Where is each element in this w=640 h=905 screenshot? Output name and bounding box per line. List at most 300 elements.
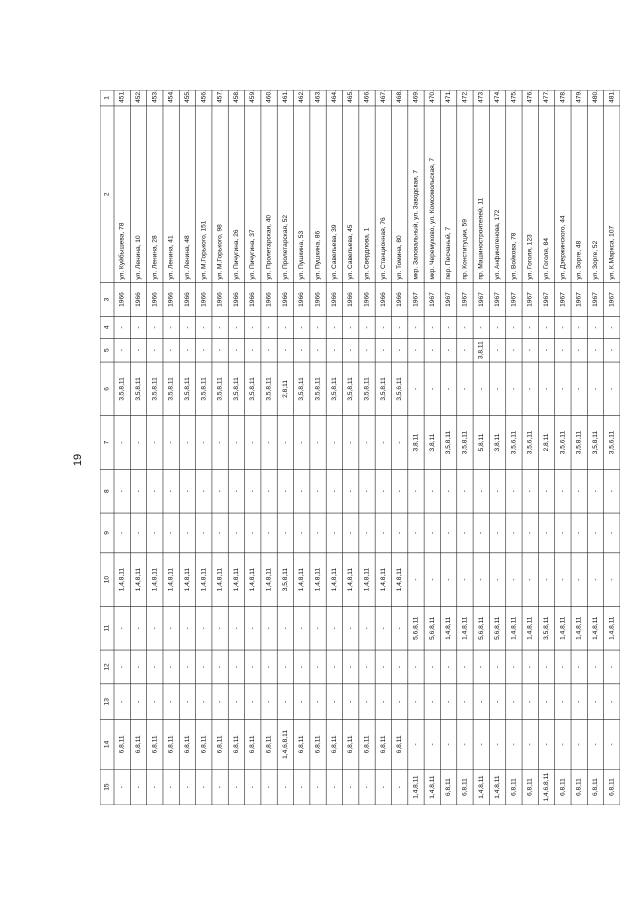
table-cell-8-text: - [559, 490, 567, 493]
table-cell-11 [576, 616, 583, 640]
table-cell-12 [396, 666, 403, 668]
table-cell-7 [217, 441, 224, 443]
table-cell-2-text: ул. Свердлова, 1 [363, 227, 371, 280]
table-cell-13 [298, 701, 305, 703]
table-cell-13-text: - [347, 700, 355, 703]
table-cell-14 [608, 743, 615, 745]
table-cell-8 [608, 490, 615, 492]
table-cell-6-text: 3,5,8,11 [232, 377, 240, 401]
table-cell-10 [608, 578, 615, 580]
table-cell-6-text: 3,5,8,11 [265, 377, 273, 401]
table-cell-11 [119, 627, 126, 629]
table-cell-4 [510, 326, 517, 328]
table-cell-10 [494, 578, 501, 580]
table-cell-12-text: - [298, 665, 306, 669]
table-cell-6 [168, 377, 175, 401]
table-cell-2-text: ул. Ленина, 10 [134, 235, 142, 280]
table-cell-3 [364, 292, 371, 307]
table-cell-9 [347, 532, 354, 534]
table-cell-12-text: - [526, 665, 534, 669]
table-cell-8 [217, 490, 224, 492]
data-table [100, 90, 620, 805]
table-cell-1-text: 459. [249, 90, 257, 103]
table-cell-9 [298, 532, 305, 534]
table-cell-9 [510, 532, 517, 534]
table-cell-12 [445, 666, 452, 668]
table-cell-13 [266, 701, 273, 703]
table-cell-11-text: 1,4,8,11 [526, 616, 534, 640]
table-cell-5-text: - [510, 349, 518, 352]
column-header-9-text: 9 [103, 531, 111, 535]
table-cell-8-text: - [592, 490, 600, 493]
table-cell-4-text: - [330, 326, 338, 329]
table-cell-9 [559, 532, 566, 534]
table-cell-13 [543, 701, 550, 703]
table-cell-12 [249, 666, 256, 668]
table-cell-6-text: 2,8,11 [281, 379, 289, 398]
table-cell-13-text: - [412, 700, 420, 703]
table-cell-8 [461, 490, 468, 492]
table-cell-2-text: ул. Зорге, 48 [575, 240, 583, 280]
table-cell-14-text: - [543, 743, 551, 746]
table-cell-9-text: - [379, 531, 387, 535]
table-cell-1-text: 465. [347, 90, 355, 103]
table-cell-13-text: - [200, 700, 208, 703]
table-cell-9 [429, 532, 436, 534]
table-cell-10 [298, 568, 305, 592]
table-cell-7 [249, 441, 256, 443]
table-cell-1-text: 457. [216, 90, 224, 103]
table-cell-2 [282, 215, 289, 280]
table-cell-7 [151, 441, 158, 443]
table-cell-15-text: 1,4,8,11 [412, 775, 420, 799]
table-cell-3 [233, 292, 240, 307]
table-cell-5-text: - [428, 349, 436, 352]
table-cell-15-text: 6,8,11 [592, 778, 600, 797]
table-cell-8 [200, 490, 207, 492]
table-cell-5 [429, 349, 436, 351]
table-cell-11 [282, 627, 289, 629]
table-cell-15 [608, 778, 615, 796]
table-cell-10-text: - [559, 578, 567, 581]
table-cell-7-text: - [363, 441, 371, 444]
table-cell-6-text: - [494, 387, 502, 391]
table-cell-3 [151, 292, 158, 307]
table-cell-12 [184, 666, 191, 668]
table-cell-6-text: - [526, 387, 534, 391]
table-cell-2 [608, 225, 615, 279]
table-cell-4 [331, 326, 338, 328]
table-cell-15-text: 1,4,8,11 [477, 775, 485, 799]
table-cell-13-text: - [428, 700, 436, 703]
table-cell-2-text: ул. Ленина, 41 [167, 235, 175, 280]
table-cell-6 [461, 388, 468, 390]
table-cell-2-text: ул. Войкова, 78 [510, 232, 518, 280]
table-cell-1 [233, 90, 240, 103]
table-cell-6 [527, 388, 534, 390]
table-cell-14 [510, 743, 517, 745]
table-cell-12 [527, 666, 534, 668]
table-cell-3 [396, 292, 403, 307]
table-cell-14-text: 6,8,11 [232, 735, 240, 754]
table-cell-12-text: - [151, 665, 159, 669]
table-cell-3 [494, 292, 501, 307]
column-header-11-text: 11 [103, 624, 111, 632]
table-cell-15 [217, 786, 224, 788]
table-cell-13-text: - [559, 700, 567, 703]
table-cell-6-text: - [543, 387, 551, 391]
table-cell-1 [608, 90, 615, 103]
table-cell-15-text: - [249, 786, 257, 789]
table-cell-4 [151, 326, 158, 328]
table-cell-8 [429, 490, 436, 492]
table-cell-11-text: - [118, 627, 126, 630]
table-cell-2-text: ул. Анфиногенова, 172 [494, 209, 502, 280]
table-cell-8 [233, 490, 240, 492]
table-cell-6-text: 3,5,6,11 [396, 377, 404, 401]
table-cell-6 [445, 388, 452, 390]
table-cell-13-text: - [216, 700, 224, 703]
table-cell-10-text: 1,4,8,11 [183, 567, 191, 592]
table-cell-8-text: - [428, 490, 436, 493]
table-cell-7 [233, 441, 240, 443]
table-cell-4-text: - [461, 326, 469, 329]
table-cell-2 [444, 227, 452, 280]
table-cell-10-text: - [592, 578, 600, 581]
table-cell-2 [266, 215, 273, 280]
table-cell-11 [347, 627, 354, 629]
table-cell-7-text: - [200, 441, 208, 444]
table-cell-12-text: - [249, 665, 257, 669]
table-cell-15 [478, 775, 485, 799]
table-cell-7-text: - [314, 441, 322, 444]
table-cell-10 [543, 578, 550, 580]
table-cell-4 [461, 326, 468, 328]
table-cell-8-text: - [216, 490, 224, 493]
table-cell-13-text: - [330, 700, 338, 703]
table-cell-13 [168, 701, 175, 703]
table-cell-10-text: - [477, 578, 485, 581]
table-cell-15-text: - [118, 786, 126, 789]
table-cell-9-text: - [232, 531, 240, 535]
table-cell-14 [331, 735, 338, 753]
table-cell-3-text: 1967 [559, 292, 567, 307]
table-cell-6 [282, 380, 289, 398]
table-cell-13 [608, 701, 615, 703]
table-cell-3-text: 1967 [412, 292, 420, 307]
table-cell-3-text: 1967 [510, 292, 518, 307]
column-header-8-text: 8 [103, 489, 111, 494]
table-cell-13-text: - [543, 700, 551, 703]
table-cell-11 [461, 616, 468, 640]
table-cell-12-text: - [347, 665, 355, 669]
table-cell-15-text: 6,8,11 [526, 778, 534, 797]
table-cell-8-text: - [379, 490, 387, 493]
table-cell-7-text: 3,5,8,11 [575, 430, 583, 455]
table-cell-1 [331, 90, 338, 103]
table-cell-10 [282, 568, 289, 592]
table-cell-15-text: - [151, 786, 159, 789]
table-cell-8 [315, 490, 322, 492]
table-cell-6 [608, 388, 615, 390]
table-cell-12-text: - [330, 665, 338, 669]
table-cell-1-text: 458. [232, 90, 240, 103]
table-cell-14-text: 6,8,11 [314, 735, 322, 754]
table-cell-8-text: - [118, 490, 126, 493]
table-cell-7-text: - [379, 441, 387, 444]
table-cell-14-text: - [575, 743, 583, 746]
table-cell-10 [331, 568, 338, 592]
table-cell-6-text: 3,5,8,11 [134, 377, 142, 401]
table-cell-4 [298, 326, 305, 328]
table-cell-15-text: 6,8,11 [510, 778, 518, 797]
table-cell-5-text: - [543, 349, 551, 352]
table-cell-11 [592, 616, 599, 640]
table-cell-14 [266, 735, 273, 753]
table-cell-13-text: - [461, 700, 469, 703]
table-cell-5-text: - [200, 349, 208, 352]
table-cell-4-text: - [445, 326, 453, 329]
table-cell-4-text: - [396, 326, 404, 329]
table-cell-5 [233, 349, 240, 351]
table-cell-2 [494, 209, 501, 279]
table-cell-7-text: - [118, 441, 126, 444]
table-cell-15-text: - [314, 786, 322, 789]
table-cell-9 [135, 532, 142, 534]
table-cell-14-text: 1,4,6,8,11 [281, 730, 289, 759]
table-cell-7 [298, 441, 305, 443]
table-cell-7-text: 3,5,8,11 [592, 430, 600, 455]
table-cell-3 [445, 292, 452, 307]
table-cell-6 [494, 388, 501, 390]
table-cell-11 [429, 616, 436, 640]
table-cell-1-text: 461. [281, 90, 289, 103]
table-cell-2-text: ул. Пролетарская, 52 [281, 214, 289, 280]
table-cell-12 [266, 666, 273, 668]
table-cell-9 [119, 532, 126, 534]
table-cell-15-text: 1,4,6,8,11 [543, 772, 551, 802]
table-cell-11-text: - [281, 627, 289, 630]
table-cell-8-text: - [445, 490, 453, 493]
table-cell-8-text: - [477, 490, 485, 493]
table-cell-9-text: - [134, 531, 142, 535]
table-cell-10 [315, 568, 322, 592]
table-cell-5-text: - [167, 349, 175, 352]
table-cell-11 [494, 616, 501, 640]
table-cell-6-text: 3,5,8,11 [330, 377, 338, 401]
table-cell-12-text: - [379, 665, 387, 669]
table-cell-5-text: - [265, 349, 273, 352]
table-cell-4 [576, 326, 583, 328]
table-cell-10 [233, 568, 240, 592]
table-cell-8 [364, 490, 371, 492]
table-cell-12 [135, 666, 142, 668]
table-cell-10 [249, 568, 256, 592]
table-cell-3-text: 1966 [200, 292, 208, 307]
table-cell-3-text: 1967 [526, 292, 534, 307]
table-cell-10-text: 1,4,8,11 [118, 567, 126, 592]
table-cell-2 [411, 170, 419, 280]
table-cell-14 [494, 743, 501, 745]
table-cell-4-text: - [232, 326, 240, 329]
table-cell-6-text: 3,5,8,11 [183, 377, 191, 401]
table-cell-6-text: 3,5,8,11 [167, 377, 175, 401]
table-cell-13-text: - [608, 700, 616, 703]
table-cell-5 [135, 349, 142, 351]
table-cell-9-text: - [461, 531, 469, 535]
table-cell-12 [331, 666, 338, 668]
table-cell-9-text: - [428, 531, 436, 535]
table-cell-10-text: 1,4,8,11 [151, 567, 159, 592]
table-cell-15 [380, 786, 387, 788]
table-cell-1-text: 468. [396, 90, 404, 103]
table-cell-2-text: мкр. Черемухово, ул. Комсомольская, 7 [428, 157, 436, 280]
table-cell-5-text: - [461, 349, 469, 352]
table-cell-10 [266, 568, 273, 592]
table-cell-5-text: - [330, 349, 338, 352]
table-cell-7-text: 3,5,6,11 [510, 430, 518, 455]
table-cell-10-text: 1,4,8,11 [347, 567, 355, 592]
table-cell-15 [559, 778, 566, 796]
table-cell-2 [331, 224, 338, 279]
column-header-15 [104, 783, 111, 791]
table-cell-14 [200, 735, 207, 753]
table-cell-10 [364, 568, 371, 592]
table-cell-12-text: - [134, 665, 142, 669]
table-cell-7 [315, 441, 322, 443]
table-cell-12-text: - [575, 665, 583, 669]
table-cell-6 [151, 377, 158, 401]
table-cell-9-text: - [314, 531, 322, 535]
table-cell-14 [315, 735, 322, 753]
table-cell-9 [266, 532, 273, 534]
table-cell-12-text: - [510, 665, 518, 669]
table-cell-10-text: 1,4,8,11 [330, 567, 338, 592]
table-cell-5-text: - [445, 349, 453, 352]
table-cell-4 [347, 326, 354, 328]
table-cell-2 [461, 219, 468, 280]
table-cell-14-text: 6,8,11 [396, 735, 404, 754]
table-cell-11 [298, 627, 305, 629]
column-header-10-text: 10 [103, 575, 111, 584]
table-cell-11 [184, 627, 191, 629]
column-header-9 [104, 531, 111, 535]
table-cell-5-text: - [118, 349, 126, 352]
column-header-7 [104, 440, 111, 444]
table-cell-4 [249, 326, 256, 328]
table-cell-10 [592, 578, 599, 580]
table-cell-14 [445, 743, 452, 745]
table-cell-8-text: - [396, 490, 404, 493]
table-cell-13 [592, 701, 599, 703]
table-cell-13 [478, 701, 485, 703]
table-cell-3-text: 1967 [461, 292, 469, 307]
table-cell-7-text: - [330, 441, 338, 444]
table-cell-3-text: 1967 [575, 292, 583, 307]
table-cell-11-text: 5,6,8,11 [477, 616, 485, 640]
table-cell-1-text: 453. [151, 90, 159, 103]
table-cell-2-text: ул. Станционная, 76 [379, 217, 387, 280]
table-cell-5 [249, 349, 256, 351]
table-cell-14-text: 6,8,11 [379, 735, 387, 754]
table-cell-11-text: - [396, 627, 404, 630]
table-cell-5-text: - [281, 349, 289, 352]
table-cell-8 [282, 490, 289, 492]
table-cell-7-text: 3,5,8,11 [445, 430, 453, 455]
table-cell-15-text: - [167, 786, 175, 789]
table-cell-14-text: - [559, 743, 567, 746]
table-cell-4 [364, 326, 371, 328]
table-cell-14 [233, 735, 240, 753]
table-cell-12-text: - [445, 665, 453, 669]
table-cell-13-text: - [379, 700, 387, 703]
table-cell-11 [412, 616, 419, 640]
table-cell-7-text: 2,8,11 [543, 433, 551, 452]
table-cell-15 [412, 775, 419, 799]
table-cell-9-text: - [526, 531, 534, 535]
table-cell-8 [543, 490, 550, 492]
table-cell-3 [200, 292, 207, 307]
table-cell-2-text: пр. Конституции, 59 [461, 219, 469, 280]
table-cell-6 [380, 377, 387, 401]
table-cell-5 [331, 349, 338, 351]
table-cell-10 [168, 568, 175, 592]
table-cell-11 [135, 627, 142, 629]
table-cell-12 [168, 666, 175, 668]
table-cell-12 [200, 666, 207, 668]
table-cell-7-text: - [347, 441, 355, 444]
table-cell-6 [559, 388, 566, 390]
table-cell-9-text: - [118, 531, 126, 535]
table-cell-13-text: - [298, 700, 306, 703]
table-cell-13 [184, 701, 191, 703]
table-cell-5-text: - [396, 349, 404, 352]
table-cell-15 [592, 778, 599, 796]
table-cell-14 [135, 735, 142, 753]
table-cell-15 [445, 778, 452, 796]
table-cell-3 [412, 292, 419, 307]
table-cell-6-text: - [412, 387, 420, 391]
table-cell-12 [608, 666, 615, 668]
table-cell-15 [429, 775, 436, 799]
table-cell-13 [576, 701, 583, 703]
table-cell-9 [543, 532, 550, 534]
table-cell-8-text: - [608, 490, 616, 493]
table-cell-11-text: - [200, 627, 208, 630]
table-cell-8-text: - [249, 490, 257, 493]
table-cell-12 [380, 666, 387, 668]
table-cell-15 [543, 772, 550, 801]
table-cell-15-text: - [183, 786, 191, 789]
table-cell-3-text: 1966 [314, 292, 322, 307]
table-cell-1-text: 451. [118, 90, 126, 103]
table-cell-4-text: - [510, 326, 518, 329]
table-cell-8 [331, 490, 338, 492]
table-cell-1-text: 475. [510, 90, 518, 103]
column-header-14 [104, 740, 111, 748]
table-cell-15-text: - [330, 786, 338, 789]
table-cell-4-text: - [314, 326, 322, 329]
table-cell-2 [396, 235, 403, 280]
column-header-3 [104, 297, 111, 301]
table-cell-1 [461, 90, 468, 103]
table-cell-14-text: 6,8,11 [249, 735, 257, 754]
table-cell-1-text: 460. [265, 90, 273, 103]
table-cell-15 [233, 786, 240, 788]
table-cell-14-text: - [445, 743, 453, 746]
table-cell-9 [445, 532, 452, 534]
table-cell-12-text: - [232, 665, 240, 669]
